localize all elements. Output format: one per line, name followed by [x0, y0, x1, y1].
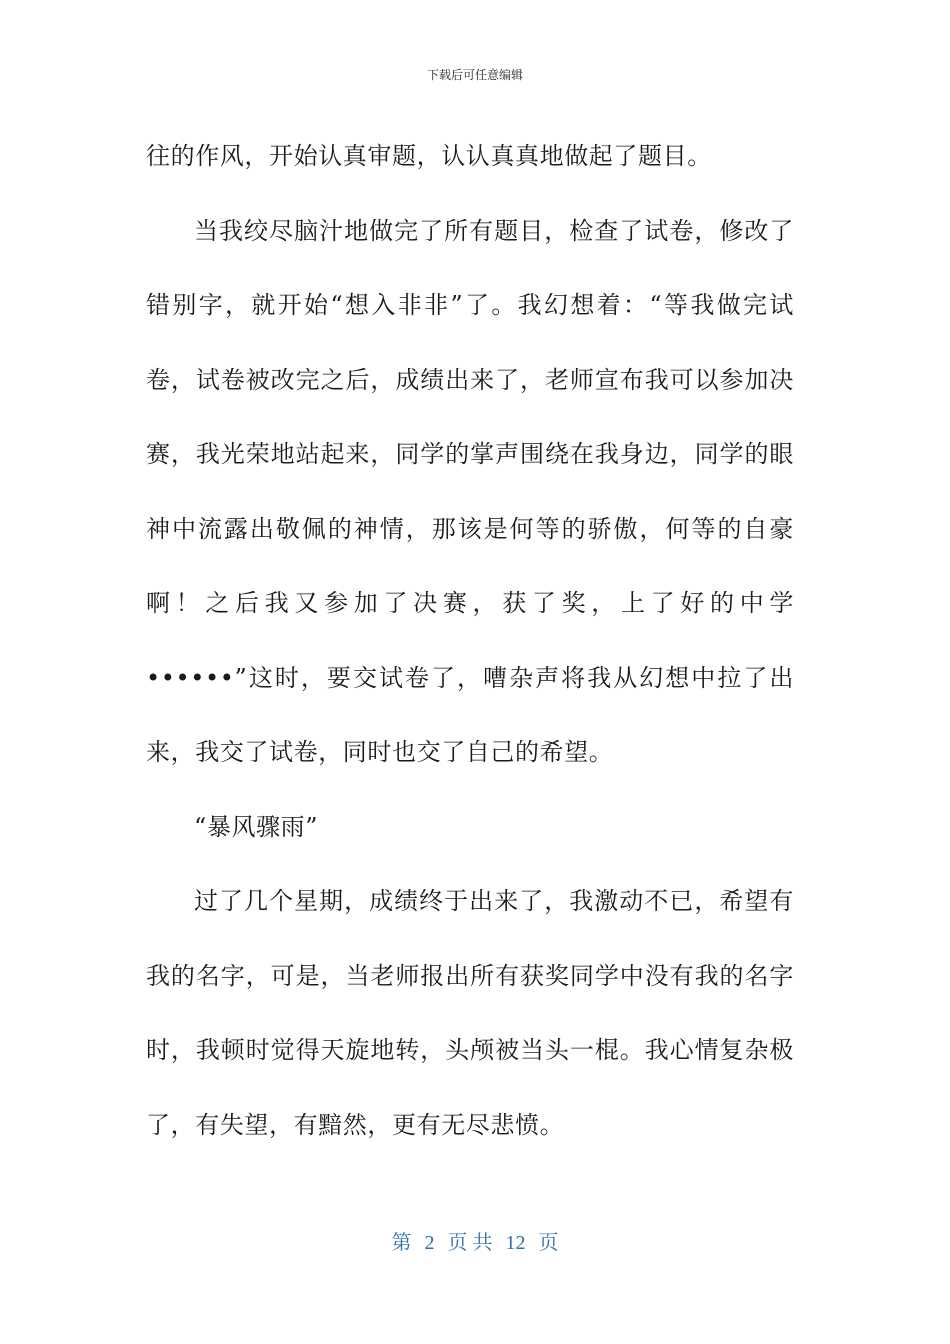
- paragraph-daydream: 当我绞尽脑汁地做完了所有题目，检查了试卷，修改了错别字，就开始“想入非非”了。我幻想着：“等我做完试卷，试卷被改完之后，成绩出来了，老师宣布我可以参加决赛，我光荣地站起来，同学的掌声围绕在我身边，同学的眼神中流露出敬佩的神情，那该是何等的骄傲，何等的自豪啊！之后我又参加了决赛，获了奖，上了好的中学••••••”这时，要交试卷了，嘈杂声将我从幻想中拉了出来，我交了试卷，同时也交了自己的希望。: [146, 216, 794, 766]
- paragraph-continuation: 往的作风，开始认真审题，认认真真地做起了题目。: [146, 142, 712, 170]
- footer-middle: 页 共: [447, 1232, 493, 1254]
- footer-current-page: 2: [424, 1232, 435, 1254]
- page-footer: [0, 1226, 950, 1255]
- page-header-note: 下载后可任意编辑: [426, 68, 523, 82]
- footer-prefix: 第: [391, 1232, 412, 1254]
- section-heading: “暴风骤雨”: [194, 812, 319, 841]
- footer-total-pages: 12: [505, 1232, 526, 1254]
- document-body: [146, 119, 794, 1162]
- footer-suffix: 页: [538, 1232, 559, 1254]
- paragraph-results: 过了几个星期，成绩终于出来了，我激动不已，希望有我的名字，可是，当老师报出所有获奖同学中没有我的名字时，我顿时觉得天旋地转，头颅被当头一棍。我心情复杂极了，有失望，有黯然，更有无尽悲愤。: [146, 887, 794, 1139]
